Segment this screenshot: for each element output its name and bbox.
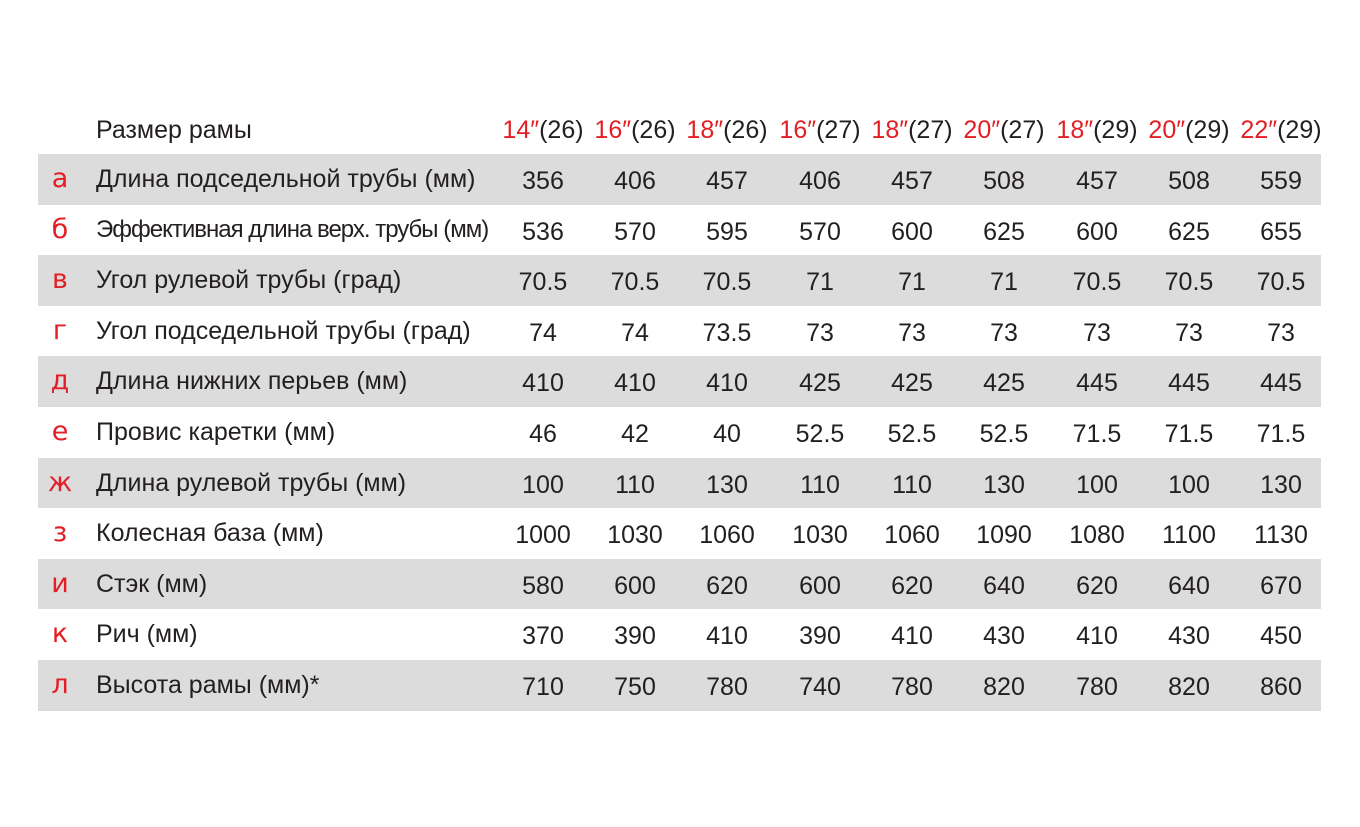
- table-cell: 73: [1267, 318, 1295, 347]
- table-cell: 640: [983, 571, 1025, 600]
- table-cell: 655: [1260, 217, 1302, 246]
- table-cell: 425: [983, 369, 1025, 398]
- table-cell: 450: [1260, 622, 1302, 651]
- frame-size-header: [774, 116, 866, 144]
- table-cell: 780: [891, 672, 933, 701]
- row-letter-marker: а: [51, 163, 69, 194]
- row-letter-marker: ж: [47, 466, 73, 498]
- table-cell: 52.5: [979, 419, 1029, 448]
- table-cell: 620: [891, 571, 933, 600]
- table-cell: 46: [529, 419, 557, 448]
- table-cell: 425: [891, 369, 933, 398]
- table-cell: 1080: [1069, 521, 1125, 550]
- table-row-chainstay-length: [38, 356, 1321, 407]
- table-cell: 820: [983, 672, 1025, 701]
- table-cell: 406: [799, 167, 841, 195]
- row-letter-marker: г: [52, 314, 68, 346]
- table-row-seat-tube-length: [38, 154, 1321, 205]
- row-label: Рич (мм): [96, 620, 198, 649]
- row-letter-marker: д: [50, 365, 70, 397]
- table-cell: 780: [706, 672, 748, 701]
- table-cell: 70.5: [518, 268, 568, 297]
- frame-size-header: [958, 116, 1050, 144]
- row-label: Эффективная длина верх. трубы (мм): [96, 215, 489, 243]
- size-wheel: (27): [816, 116, 861, 144]
- table-row-effective-top-tube: [38, 205, 1321, 256]
- table-row-seat-tube-angle: [38, 306, 1321, 357]
- table-cell: 71: [806, 268, 834, 297]
- size-inch: 20″: [1148, 116, 1186, 144]
- size-inch: 20″: [963, 116, 1001, 144]
- table-cell: 406: [614, 167, 656, 195]
- table-cell: 100: [1076, 470, 1118, 499]
- table-cell: 600: [614, 571, 656, 600]
- table-cell: 1100: [1162, 521, 1216, 550]
- table-row-wheelbase: [38, 508, 1321, 559]
- size-inch: 18″: [686, 116, 724, 144]
- table-cell: 73: [990, 318, 1018, 347]
- table-cell: 595: [706, 217, 748, 246]
- table-cell: 42: [621, 419, 649, 448]
- table-cell: 70.5: [610, 268, 660, 297]
- row-label: Угол подседельной трубы (град): [96, 316, 471, 345]
- table-cell: 390: [799, 622, 841, 651]
- table-row-head-tube-length: [38, 458, 1321, 509]
- table-cell: 100: [522, 470, 564, 499]
- table-cell: 625: [983, 217, 1025, 246]
- row-letter-marker: в: [52, 264, 68, 296]
- table-row-stack: [38, 559, 1321, 610]
- table-cell: 73: [806, 318, 834, 347]
- table-cell: 740: [799, 672, 841, 701]
- table-cell: 860: [1260, 672, 1302, 701]
- table-cell: 71.5: [1256, 419, 1306, 448]
- table-cell: 780: [1076, 672, 1118, 701]
- size-inch: 16″: [779, 116, 817, 144]
- table-cell: 70.5: [1164, 268, 1214, 297]
- size-wheel: (29): [1277, 116, 1322, 144]
- table-cell: 508: [983, 167, 1025, 195]
- row-label: Провис каретки (мм): [96, 417, 336, 446]
- table-cell: 430: [983, 622, 1025, 651]
- table-cell: 71: [990, 268, 1018, 297]
- table-cell: 1060: [699, 521, 755, 550]
- table-cell: 130: [983, 470, 1025, 499]
- table-cell: 110: [615, 470, 655, 499]
- table-cell: 445: [1260, 369, 1302, 398]
- table-cell: 600: [1076, 217, 1118, 246]
- table-cell: 820: [1168, 672, 1210, 701]
- table-cell: 570: [799, 217, 841, 246]
- table-cell: 710: [522, 672, 564, 701]
- table-cell: 600: [799, 571, 841, 600]
- table-cell: 570: [614, 217, 656, 246]
- size-wheel: (29): [1185, 116, 1230, 144]
- table-cell: 445: [1076, 369, 1118, 398]
- table-cell: 73.5: [702, 318, 752, 347]
- table-cell: 457: [891, 167, 933, 195]
- table-cell: 110: [892, 470, 932, 499]
- row-letter-marker: и: [51, 567, 69, 599]
- table-cell: 559: [1260, 167, 1302, 195]
- frame-geometry-table: [38, 104, 1321, 711]
- frame-size-header: [497, 116, 589, 144]
- table-row-bb-drop: [38, 407, 1321, 458]
- table-cell: 620: [1076, 571, 1118, 600]
- table-row-reach: [38, 609, 1321, 660]
- table-cell: 52.5: [887, 419, 937, 448]
- size-inch: 16″: [594, 116, 632, 144]
- table-cell: 74: [621, 318, 649, 347]
- size-inch: 18″: [1056, 116, 1094, 144]
- row-letter-marker: к: [51, 618, 69, 650]
- table-cell: 390: [614, 622, 656, 651]
- table-cell: 536: [522, 217, 564, 246]
- table-cell: 430: [1168, 622, 1210, 651]
- table-cell: 600: [891, 217, 933, 246]
- size-inch: 14″: [502, 116, 540, 144]
- table-cell: 1030: [792, 521, 848, 550]
- row-letter-marker: з: [52, 517, 68, 549]
- table-cell: 410: [522, 369, 564, 398]
- frame-size-header: [589, 116, 681, 144]
- table-cell: 410: [1076, 622, 1118, 651]
- frame-size-header: [681, 116, 773, 144]
- table-cell: 370: [522, 622, 564, 651]
- table-cell: 110: [800, 470, 840, 499]
- table-row-head-tube-angle: [38, 255, 1321, 306]
- size-wheel: (26): [539, 116, 584, 144]
- table-cell: 445: [1168, 369, 1210, 398]
- table-cell: 1000: [515, 521, 571, 550]
- size-wheel: (29): [1093, 116, 1138, 144]
- frame-size-header: [1143, 116, 1235, 144]
- row-letter-marker: е: [51, 415, 69, 447]
- table-cell: 457: [706, 167, 748, 195]
- frame-size-title: Размер рамы: [96, 116, 252, 144]
- row-letter-marker: б: [51, 213, 69, 245]
- row-label: Высота рамы (мм)*: [96, 670, 320, 699]
- frame-size-header: [1051, 116, 1143, 144]
- row-label: Длина нижних перьев (мм): [96, 367, 408, 396]
- table-cell: 410: [614, 369, 656, 398]
- table-cell: 100: [1168, 470, 1210, 499]
- table-cell: 71.5: [1164, 419, 1214, 448]
- table-cell: 356: [522, 167, 564, 195]
- table-cell: 410: [891, 622, 933, 651]
- table-cell: 1030: [607, 521, 663, 550]
- size-inch: 22″: [1240, 116, 1278, 144]
- table-cell: 1130: [1254, 521, 1308, 550]
- row-label: Длина рулевой трубы (мм): [96, 468, 407, 497]
- size-inch: 18″: [871, 116, 909, 144]
- row-letter-marker: л: [51, 668, 69, 700]
- table-cell: 71.5: [1072, 419, 1122, 448]
- size-wheel: (26): [723, 116, 768, 144]
- table-cell: 410: [706, 622, 748, 651]
- table-cell: 640: [1168, 571, 1210, 600]
- table-row-frame-height: [38, 660, 1321, 711]
- table-cell: 40: [713, 419, 741, 448]
- table-cell: 71: [898, 268, 926, 297]
- table-cell: 750: [614, 672, 656, 701]
- table-cell: 625: [1168, 217, 1210, 246]
- table-cell: 130: [1260, 470, 1302, 499]
- size-wheel: (26): [631, 116, 676, 144]
- table-cell: 1060: [884, 521, 940, 550]
- frame-size-header: [1235, 116, 1327, 144]
- table-cell: 73: [1083, 318, 1111, 347]
- row-label: Длина подседельной трубы (мм): [96, 165, 476, 193]
- row-label: Колесная база (мм): [96, 519, 324, 548]
- table-cell: 52.5: [795, 419, 845, 448]
- table-cell: 73: [1175, 318, 1203, 347]
- table-cell: 410: [706, 369, 748, 398]
- table-cell: 508: [1168, 167, 1210, 195]
- size-wheel: (27): [1000, 116, 1045, 144]
- table-cell: 70.5: [1256, 268, 1306, 297]
- table-header-row: [38, 104, 1321, 154]
- table-cell: 457: [1076, 167, 1118, 195]
- row-label: Стэк (мм): [96, 569, 208, 598]
- table-cell: 620: [706, 571, 748, 600]
- table-cell: 70.5: [702, 268, 752, 297]
- table-cell: 74: [529, 318, 557, 347]
- size-wheel: (27): [908, 116, 953, 144]
- table-cell: 580: [522, 571, 564, 600]
- table-cell: 73: [898, 318, 926, 347]
- table-cell: 70.5: [1072, 268, 1122, 297]
- frame-size-header: [866, 116, 958, 144]
- row-label: Угол рулевой трубы (град): [96, 266, 402, 295]
- table-cell: 130: [706, 470, 748, 499]
- table-cell: 1090: [976, 521, 1032, 550]
- table-cell: 425: [799, 369, 841, 398]
- table-cell: 670: [1260, 571, 1302, 600]
